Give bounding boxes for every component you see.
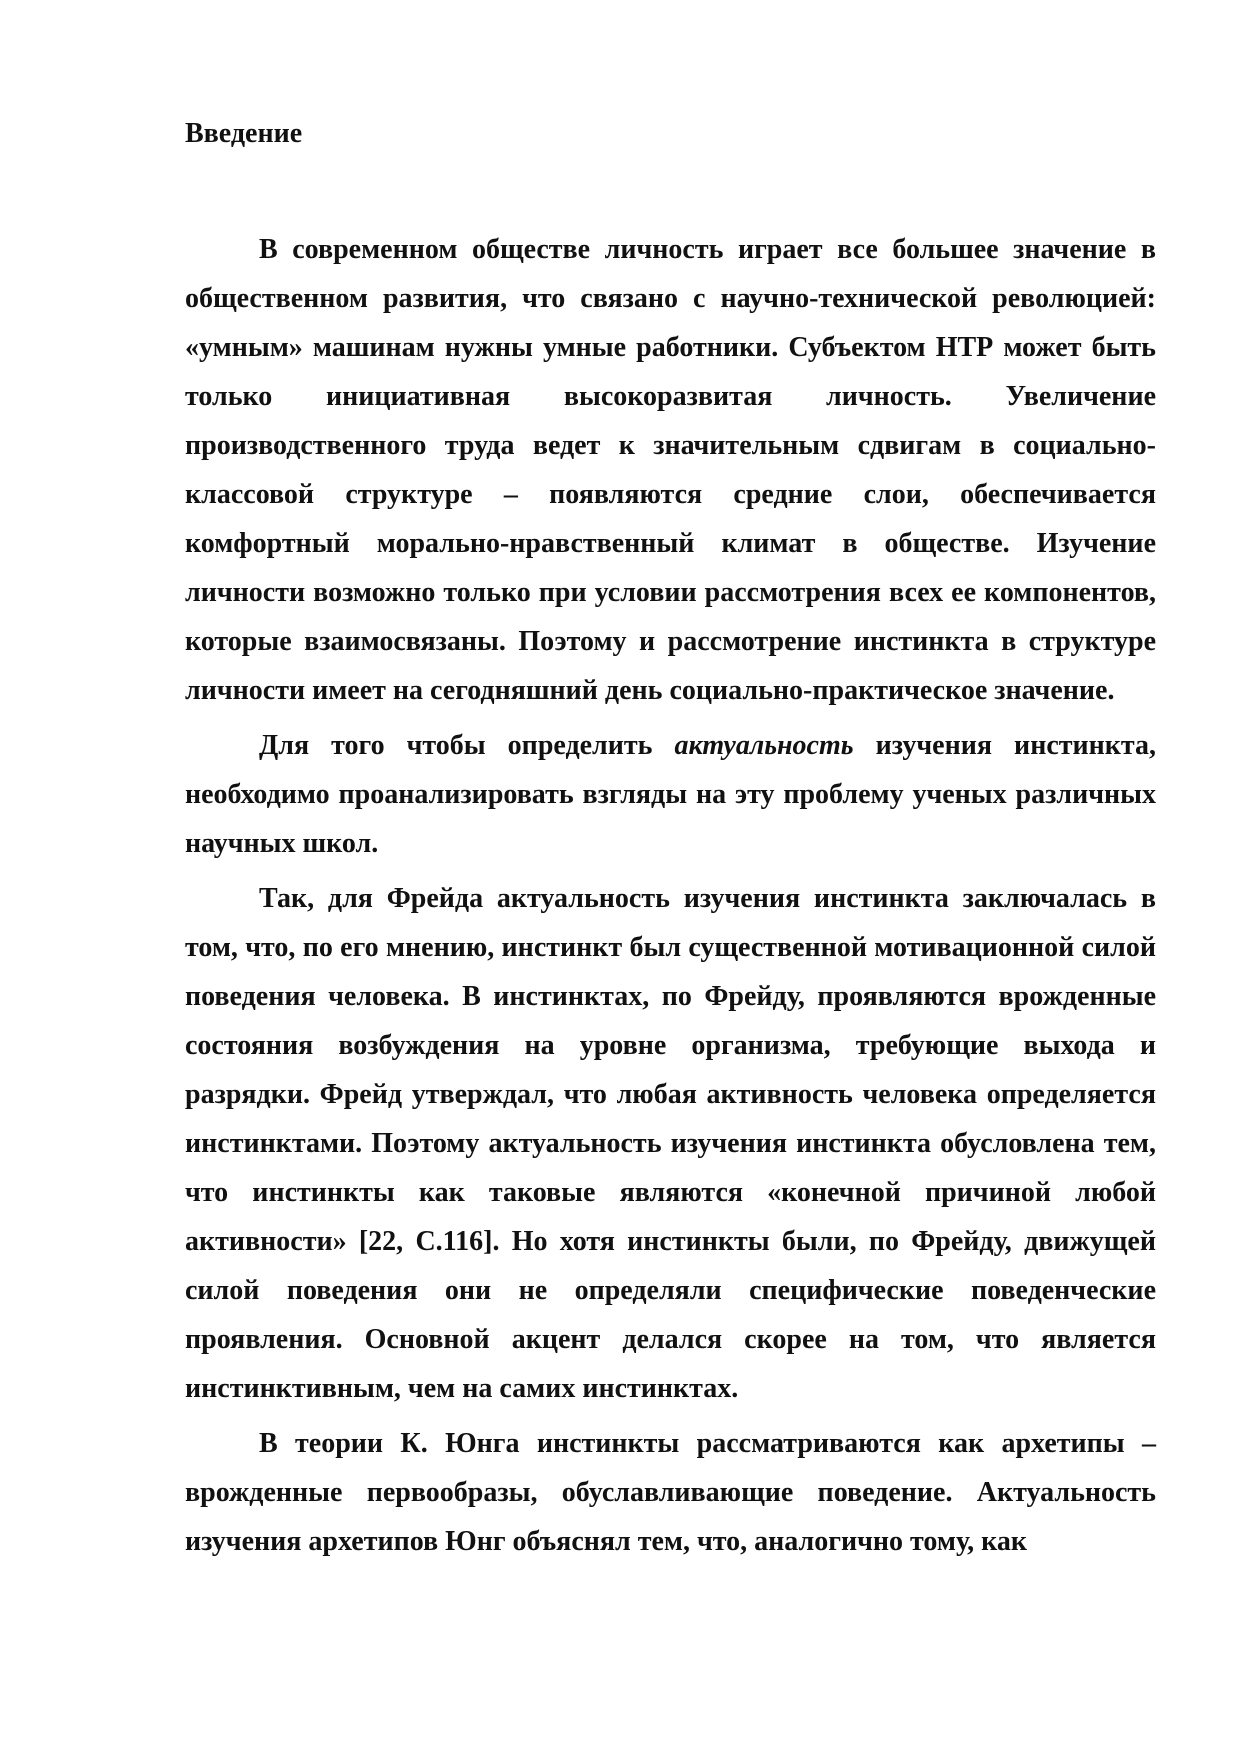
paragraph-modern-society <box>185 225 1156 715</box>
paragraph-jung <box>185 1419 1156 1566</box>
paragraph-text: В теории К. Юнга инстинкты рассматриваются как архетипы – врожденные первообразы, обуславливающие поведение. Актуальность изучения архетипов Юнг объяснял тем, что, аналогично тому, как <box>185 1428 1156 1557</box>
page-heading: Введение <box>185 118 303 149</box>
paragraph-text: изучения инстинкта, необходимо проанализировать взгляды на эту проблему ученых различных научных школ. <box>185 730 1157 859</box>
paragraph-text: В современном обществе личность играет все большее значение в общественном развития, что связано с научно-технической революцией: «умным» машинам нужны умные работники. Субъектом НТР может быть только инициативная высокоразвитая личность. Увеличение производственного труда ведет к значительным сдвигам в социально-классовой структуре – появляются средние слои, обеспечивается комфортный морально-нравственный климат в обществе. Изучение личности возможно только при условии рассмотрения всех ее компонентов, которые взаимосвязаны. Поэтому и рассмотрение инстинкта в структуре личности имеет на сегодняшний день социально-практическое значение. <box>185 234 1156 706</box>
document-body <box>185 225 1156 1572</box>
paragraph-relevance <box>185 721 1156 868</box>
paragraph-freud <box>185 874 1156 1413</box>
emphasized-term: актуальность <box>674 730 854 761</box>
paragraph-text: Так, для Фрейда актуальность изучения инстинкта заключалась в том, что, по его мнению, инстинкт был существенной мотивационной силой поведения человека. В инстинктах, по Фрейду, проявляются врожденные состояния возбуждения на уровне организма, требующие выхода и разрядки. Фрейд утверждал, что любая активность человека определяется инстинктами. Поэтому актуальность изучения инстинкта обусловлена тем, что инстинкты как таковые являются «конечной причиной любой активности» [22, С.116]. Но хотя инстинкты были, по Фрейду, движущей силой поведения они не определяли специфические поведенческие проявления. Основной акцент делался скорее на том, что является инстинктивным, чем на самих инстинктах. <box>185 883 1156 1404</box>
paragraph-text: Для того чтобы определить <box>259 730 675 761</box>
